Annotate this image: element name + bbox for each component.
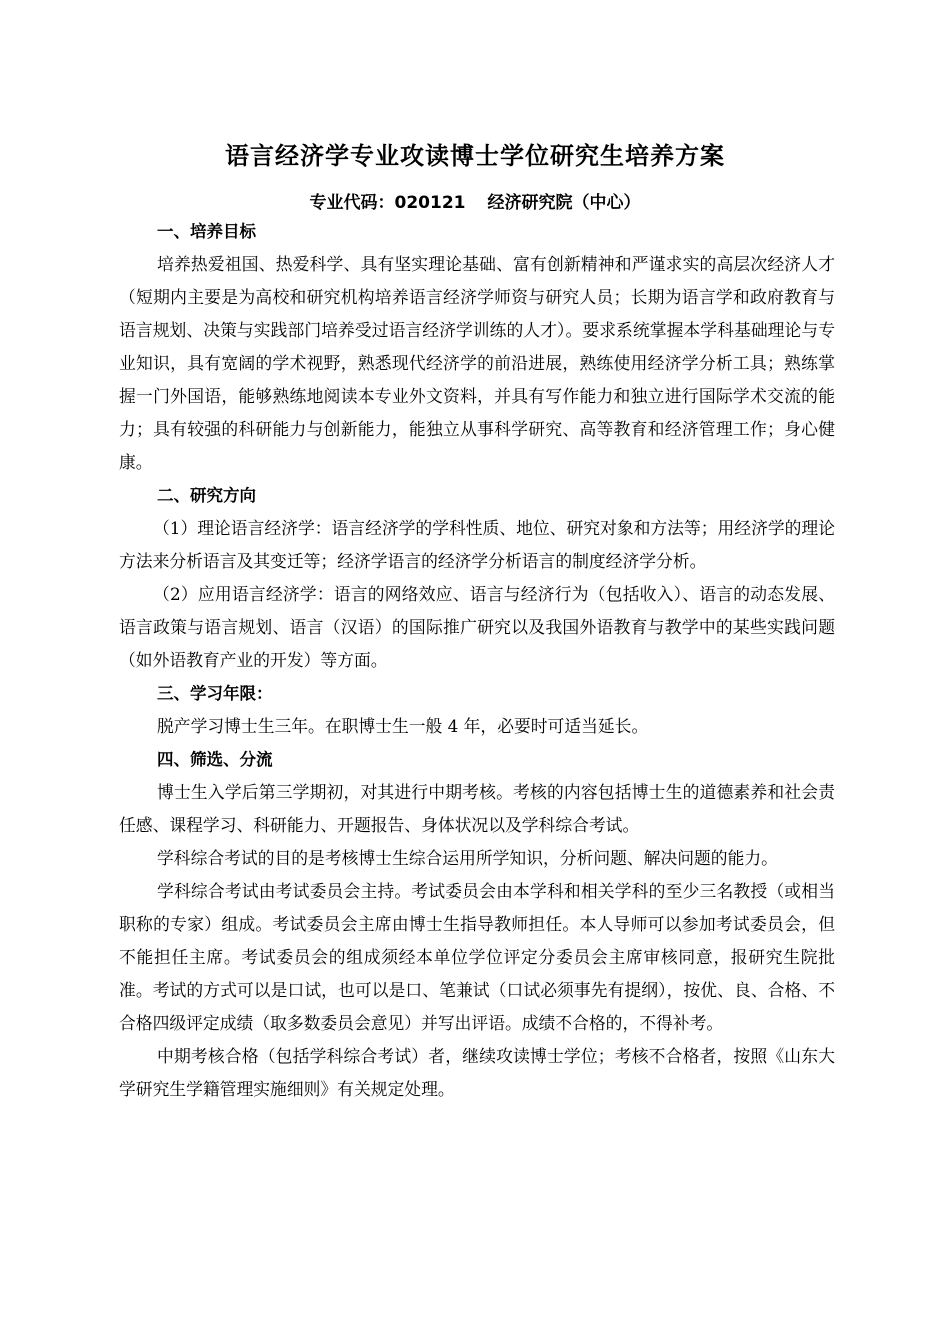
- section-heading-screening: 四、筛选、分流: [157, 750, 273, 769]
- section-heading-objectives: 一、培养目标: [157, 222, 256, 241]
- section-heading-duration: 三、学习年限：: [157, 684, 273, 703]
- section-heading-research-directions: 二、研究方向: [157, 486, 256, 505]
- screening-paragraph-4: 中期考核合格（包括学科综合考试）者，继续攻读博士学位；考核不合格者，按照《山东大学研究生学籍管理实施细则》有关规定处理。: [119, 1046, 835, 1099]
- duration-paragraph: 脱产学习博士生三年。在职博士生一般 4 年，必要时可适当延长。: [157, 716, 649, 736]
- research-direction-2: （2）应用语言经济学：语言的网络效应、语言与经济行为（包括收入）、语言的动态发展、语言政策与语言规划、语言（汉语）的国际推广研究以及我国外语教育与教学中的某些实践问题（如外语教育产业的开发）等方面。: [119, 584, 835, 670]
- screening-paragraph-3: 学科综合考试由考试委员会主持。考试委员会由本学科和相关学科的至少三名教授（或相当职称的专家）组成。考试委员会主席由博士生指导教师担任。本人导师可以参加考试委员会，但不能担任主席。考试委员会的组成须经本单位学位评定分委员会主席审核同意，报研究生院批准。考试的方式可以是口试，也可以是口、笔兼试（口试必须事先有提纲），按优、良、合格、不合格四级评定成绩（取多数委员会意见）并写出评语。成绩不合格的，不得补考。: [119, 881, 835, 1033]
- document-subtitle: [0, 188, 950, 213]
- research-direction-1: （1）理论语言经济学：语言经济学的学科性质、地位、研究对象和方法等；用经济学的理论方法来分析语言及其变迁等；经济学语言的经济学分析语言的制度经济学分析。: [119, 518, 835, 571]
- major-code: 专业代码：020121: [309, 193, 466, 213]
- screening-paragraph-2: 学科综合考试的目的是考核博士生综合运用所学知识，分析问题、解决问题的能力。: [157, 848, 778, 868]
- institute-name: 经济研究院（中心）: [487, 193, 641, 213]
- document-title: 语言经济学专业攻读博士学位研究生培养方案: [225, 142, 725, 170]
- objectives-paragraph: 培养热爱祖国、热爱科学、具有坚实理论基础、富有创新精神和严谨求实的高层次经济人才（短期内主要是为高校和研究机构培养语言经济学师资与研究人员；长期为语言学和政府教育与语言规划、决策与实践部门培养受过语言经济学训练的人才）。要求系统掌握本学科基础理论与专业知识，具有宽阔的学术视野，熟悉现代经济学的前沿进展，熟练使用经济学分析工具；熟练掌握一门外国语，能够熟练地阅读本专业外文资料，并具有写作能力和独立进行国际学术交流的能力；具有较强的科研能力与创新能力，能独立从事科学研究、高等教育和经济管理工作；身心健康。: [119, 254, 835, 472]
- document-body: [119, 215, 835, 1106]
- screening-paragraph-1: 博士生入学后第三学期初，对其进行中期考核。考核的内容包括博士生的道德素养和社会责任感、课程学习、科研能力、开题报告、身体状况以及学科综合考试。: [119, 782, 835, 835]
